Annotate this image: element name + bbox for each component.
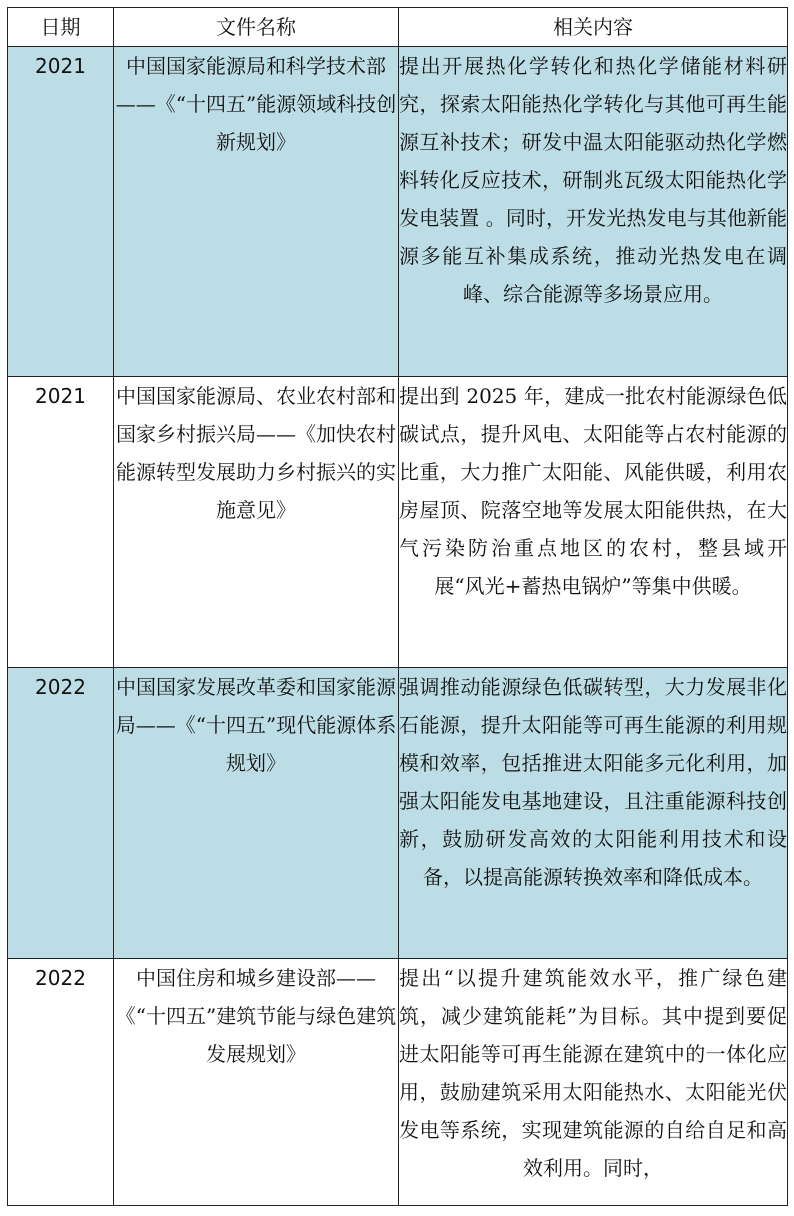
header-date: 日期 xyxy=(8,8,114,47)
row-document: 中国国家能源局和科学技术部——《“十四五”能源领域科技创新规划》 xyxy=(114,47,399,377)
header-document: 文件名称 xyxy=(114,8,399,47)
row-content: 提出“以提升建筑能效水平，推广绿色建筑，减少建筑能耗”为目标。其中提到要促进太阳能等可再生能源在建筑中的一体化应用，鼓励建筑采用太阳能热水、太阳能光伏发电等系统，实现建筑能源的自给自足和高效利用。同时， xyxy=(399,959,788,1206)
row-document: 中国国家发展改革委和国家能源局——《“十四五”现代能源体系规划》 xyxy=(114,668,399,959)
row-date: 2022 xyxy=(8,668,114,959)
row-content: 提出到 2025 年，建成一批农村能源绿色低碳试点，提升风电、太阳能等占农村能源的比重，大力推广太阳能、风能供暖，利用农房屋顶、院落空地等发展太阳能供热，在大气污染防治重点地区的农村，整县域开展“风光+蓄热电锅炉”等集中供暖。 xyxy=(399,377,788,668)
row-document: 中国住房和城乡建设部——《“十四五”建筑节能与绿色建筑发展规划》 xyxy=(114,959,399,1206)
row-date: 2021 xyxy=(8,377,114,668)
row-content: 强调推动能源绿色低碳转型，大力发展非化石能源，提升太阳能等可再生能源的利用规模和效率，包括推进太阳能多元化利用，加强太阳能发电基地建设，且注重能源科技创新，鼓励研发高效的太阳能利用技术和设备，以提高能源转换效率和降低成本。 xyxy=(399,668,788,959)
row-date: 2022 xyxy=(8,959,114,1206)
row-document: 中国国家能源局、农业农村部和国家乡村振兴局——《加快农村能源转型发展助力乡村振兴的实施意见》 xyxy=(114,377,399,668)
table-row xyxy=(8,377,788,668)
row-date: 2021 xyxy=(8,47,114,377)
table-row xyxy=(8,668,788,959)
table-header-row xyxy=(8,8,788,47)
header-content: 相关内容 xyxy=(399,8,788,47)
table-row xyxy=(8,959,788,1206)
row-content: 提出开展热化学转化和热化学储能材料研究，探索太阳能热化学转化与其他可再生能源互补技术；研发中温太阳能驱动热化学燃料转化反应技术，研制兆瓦级太阳能热化学发电装置 。同时，开发光热发电与其他新能源多能互补集成系统，推动光热发电在调峰、综合能源等多场景应用。 xyxy=(399,47,788,377)
table-row xyxy=(8,47,788,377)
policy-table xyxy=(7,7,788,1206)
